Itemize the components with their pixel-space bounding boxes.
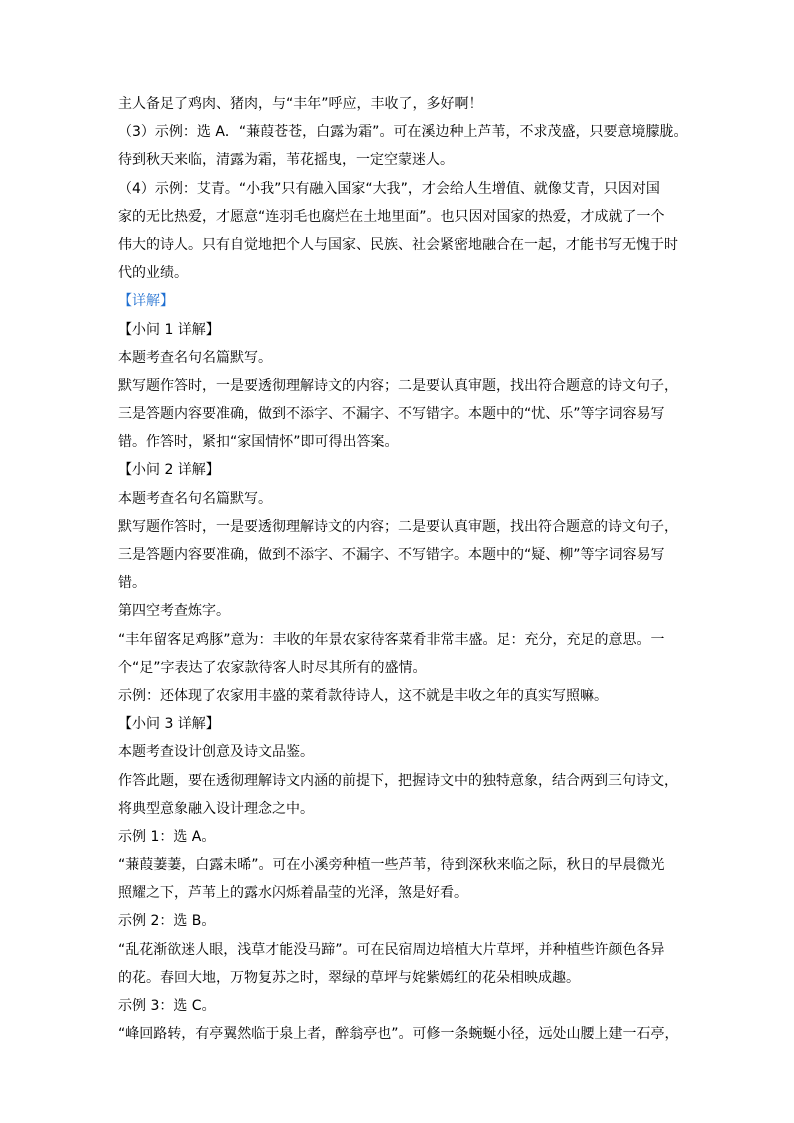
explanation-line: “乱花渐欲迷人眼，浅草才能没马蹄”。可在民宿周边培植大片草坪，并种植些许颜色各异	[118, 941, 665, 958]
answer-line: （3）示例：选 A．“蒹葭苍苍，白露为霜”。可在溪边种上芦苇，不求茂盛，只要意境朦胧。	[118, 124, 688, 141]
explanation-line: 默写题作答时，一是要透彻理解诗文的内容；二是要认真审题，找出符合题意的诗文句子，	[118, 377, 678, 394]
explanation-line: 照耀之下，芦苇上的露水闪烁着晶莹的光泽，煞是好看。	[118, 885, 468, 902]
example-label: 示例 1：选 A。	[118, 828, 216, 845]
explanation-line: 错。	[118, 575, 146, 592]
explanation-line: 本题考查设计创意及诗文品鉴。	[118, 744, 314, 761]
explanation-line: 三是答题内容要准确，做到不添字、不漏字、不写错字。本题中的“疑、柳”等字词容易写	[118, 547, 665, 563]
explanation-line: 将典型意象融入设计理念之中。	[118, 800, 314, 817]
explanation-line: 本题考查名句名篇默写。	[118, 349, 272, 366]
explanation-line: 本题考查名句名篇默写。	[118, 490, 272, 507]
explanation-line: 个“足”字表达了农家款待客人时尽其所有的盛情。	[118, 659, 427, 676]
section-heading-explanation: 【详解】	[118, 293, 174, 310]
explanation-line: 默写题作答时，一是要透彻理解诗文的内容；二是要认真审题，找出符合题意的诗文句子，	[118, 518, 678, 535]
answer-line: 伟大的诗人。只有自觉地把个人与国家、民族、社会紧密地融合在一起，才能书写无愧于时	[118, 236, 678, 253]
answer-line: 主人备足了鸡肉、猪肉，与“丰年”呼应，丰收了，多好啊！	[118, 96, 483, 112]
example-label: 示例 3：选 C。	[118, 998, 216, 1014]
explanation-line: 的花。春回大地，万物复苏之时，翠绿的草坪与姹紫嫣红的花朵相映成趣。	[118, 969, 580, 986]
document-page	[118, 90, 688, 1048]
answer-line: 待到秋天来临，清露为霜，苇花摇曳，一定空蒙迷人。	[118, 152, 454, 169]
answer-line: （4）示例：艾青。“小我”只有融入国家“大我”，才会给人生增值、就像艾青，只因对国	[118, 180, 660, 197]
subquestion-heading: 【小问 1 详解】	[118, 321, 220, 338]
answer-line: 代的业绩。	[118, 265, 188, 282]
answer-line: 家的无比热爱，才愿意“连羽毛也腐烂在土地里面”。也只因对国家的热爱，才成就了一个	[118, 208, 665, 225]
explanation-line: 错。作答时，紧扣“家国情怀”即可得出答案。	[118, 434, 399, 451]
explanation-line: 第四空考查炼字。	[118, 603, 230, 620]
explanation-line: “峰回路转，有亭翼然临于泉上者，醉翁亭也”。可修一条蜿蜒小径，远处山腰上建一石亭，	[118, 1026, 679, 1043]
explanation-line: 示例：还体现了农家用丰盛的菜肴款待诗人，这不就是丰收之年的真实写照嘛。	[118, 687, 608, 704]
example-label: 示例 2：选 B。	[118, 913, 216, 930]
subquestion-heading: 【小问 2 详解】	[118, 462, 220, 479]
explanation-line: “蒹葭萋萋，白露未晞”。可在小溪旁种植一些芦苇，待到深秋来临之际，秋日的早晨微光	[118, 857, 665, 874]
explanation-line: 三是答题内容要准确，做到不添字、不漏字、不写错字。本题中的“忧、乐”等字词容易写	[118, 406, 665, 423]
explanation-line: 作答此题，要在透彻理解诗文内涵的前提下，把握诗文中的独特意象，结合两到三句诗文，	[118, 772, 678, 789]
subquestion-heading: 【小问 3 详解】	[118, 716, 220, 733]
explanation-line: “丰年留客足鸡豚”意为：丰收的年景农家待客菜肴非常丰盛。足：充分，充足的意思。一	[118, 631, 665, 648]
